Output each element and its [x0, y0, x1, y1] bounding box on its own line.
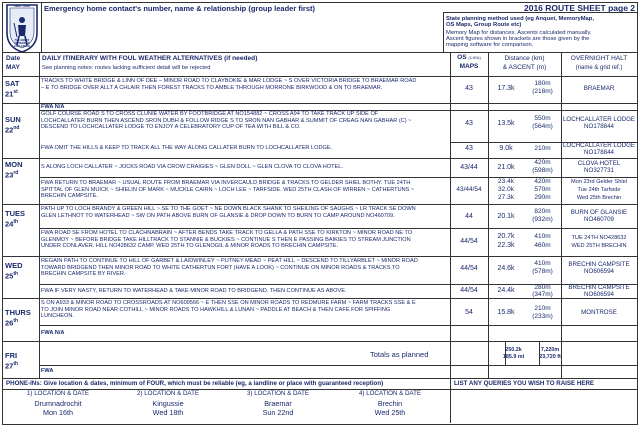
overnight-halt: BRAEMAR	[583, 85, 615, 92]
distance: 9.0k	[499, 145, 513, 152]
os-map: 43/44/54	[456, 186, 482, 193]
phone-in-place: Braemar	[264, 399, 292, 408]
overnight-halt: LOCHCALLATER LODGE	[562, 142, 636, 149]
distance-day2: 32.0k	[498, 186, 514, 193]
ascent: 550m	[534, 115, 551, 122]
col-itinerary-sub: See planning notes: routes lacking sufficient detail will be rejected	[42, 65, 211, 71]
phone-in-date: Wed 18th	[152, 408, 184, 417]
day-name: MON	[5, 160, 23, 169]
fwa-text: FWA OMIT THE HILLS & KEEP TO TRACK ALL THE WAY ALONG CALLATER BURN TO LOCHCALLATER LODGE.	[41, 145, 333, 151]
phone-in-label	[4, 391, 112, 397]
distance: 21.0k	[497, 164, 515, 171]
ascent: 210m	[534, 145, 551, 152]
phone-in-date: Sun 22nd	[262, 408, 294, 417]
col-date: Date	[6, 55, 21, 62]
overnight-halt: TUE 24TH NO428632	[571, 235, 627, 241]
overnight-halt: Mon 23rd Gelder Shiel	[571, 179, 627, 185]
overnight-halt: BRECHIN CAMPSITE	[568, 261, 630, 268]
day-mon: MON 23rd	[5, 160, 23, 180]
itinerary-text: REGAIN PATH TO CONTINUE TO HILL OF GARBET & LAIDWINLEY ~ PUTNEY MEAD ~ PEAT HILL ~ DESCEND TO TILLYARBLET ~ MINOR ROAD TOWARD BRIDGEND THEN MINOR ROAD TO WHITE CATHERTUN FORT (HAVE A LOOK) ~ CONTINUE ON MINOR ROADS & TRACKS TO BRECHIN CAMPSITE BY RIVER.	[41, 258, 418, 278]
day-sun: SUN 22nd	[5, 115, 21, 135]
col-itinerary: DAILY ITINERARY WITH FOUL WEATHER ALTERNATIVES (if needed)	[42, 55, 258, 62]
col-halt-sub: (name & grid ref.)	[575, 65, 623, 71]
phone-in-label	[334, 391, 446, 397]
itinerary-text: GOLF COURSE ROAD S TO CROSS CLUNIE WATER BY FOOTBRIDGE AT NO154882 ~ CROSS A94 TO TAKE TRACK UP SIDE OF LOCHCALLATER BURN THEN ASCEND SRON DUBH & FOLLOW RIDGE S TO SRON NAN GABHAR & SUMMIT OF CREAG NAN GABHAR (C) ~ DESCEND TO LOCHCALLATER LODGE TO ENJOY A CELEBRATORY CUP OF TEA WITH BILL & CO.	[41, 111, 412, 131]
overnight-halt-day3: Wed 25th Brechin	[576, 195, 622, 201]
ascent: 420m	[534, 178, 551, 185]
totals-label: Totals as planned	[370, 350, 429, 359]
col-ascent: & ASCENT (m)	[502, 64, 547, 71]
fwa-text: FWA N/A	[41, 330, 65, 336]
phone-in-4	[334, 391, 446, 421]
phone-in-2	[114, 391, 222, 421]
fwa-text: FWA	[41, 368, 54, 374]
ascent: 820m	[534, 208, 551, 215]
sheet-title: 2016 ROUTE SHEET page 2	[524, 3, 636, 13]
ascent-software: (564m)	[532, 123, 553, 130]
day-thurs: THURS 26th	[5, 308, 31, 328]
distance-day3: 27.3k	[498, 194, 514, 201]
os-map: 43/44	[460, 164, 478, 171]
phone-in-label	[114, 391, 222, 397]
ascent-day3: 290m	[534, 194, 551, 201]
distance: 13.5k	[497, 120, 515, 127]
ascent-software: (347m)	[532, 291, 553, 298]
os-map: 44	[465, 213, 473, 220]
distance: 15.8k	[497, 309, 515, 316]
day-date: 27	[5, 361, 14, 371]
day-name: SUN	[5, 115, 21, 124]
distance: 20.1k	[497, 213, 515, 220]
total-distance-miles: 185.9 mi	[502, 354, 525, 360]
phone-in-1	[4, 391, 112, 421]
os-map: 44/54	[460, 287, 478, 294]
day-date: 23	[5, 170, 14, 180]
day-date: 22	[5, 125, 14, 135]
day-name: TUES	[5, 209, 26, 218]
day-name: WED	[5, 261, 23, 270]
grid-ref: NO178844	[584, 123, 614, 130]
col-os-label: OS	[457, 54, 467, 61]
itinerary-text: S ALONG LOCH CALLATER ~ JOCKS ROAD VIA CROW CRAIGIES ~ GLEN DOLL ~ GLEN CLOVA TO CLOVA HOTEL.	[41, 164, 343, 170]
phone-in-num: 1)	[26, 390, 33, 397]
phone-in-label-text: LOCATION & DATE	[366, 390, 422, 397]
phone-in-num: 4)	[358, 390, 365, 397]
fwa-text: FWA IF VERY NASTY, RETURN TO WATERHEAD & TAKE MINOR ROAD TO BRIDGEND. THEN CONTINUE AS ABOVE.	[41, 288, 347, 294]
col-distance: Distance (km)	[504, 55, 545, 62]
itinerary-text: PATH UP TO LOCH BRANDY & GREEN HILL ~ SE TO THE GOET ~ NE DOWN BLACK SHANK TO SHEILING OF SAUGHS ~ LR TRACK SE DOWN GLEN LETHNOT TO WATERHEAD ~ SW ON PATH ABOVE BURN OF GLANSIE & DROP DOWN TO BURN TO CAMP AROUND NO460709.	[41, 206, 416, 219]
ascent-software: (932m)	[532, 216, 553, 223]
phone-in-date: Wed 25th	[374, 408, 406, 417]
phone-in-num: 3)	[246, 390, 253, 397]
day-name: FRI	[5, 351, 18, 360]
day-date: 21	[5, 89, 14, 99]
overnight-halt: BRECHIN CAMPSITE	[568, 284, 630, 291]
day-date: 24	[5, 219, 14, 229]
distance: 24.4k	[497, 287, 515, 294]
os-map: 54	[465, 309, 473, 316]
fwa-text: FWA ROAD SE FROM HOTEL TO CLACHNABRAIN ~ AFTER BENDS TAKE TRACK TO GELLA & PATH SSE TO KIRKTON ~ MINOR ROAD NE TO GLENMOY ~ BEFORE BRIDGE TAKE HILLTRACK TO STANNIE & BUCKIES ~ CONTINUE S THEN E PASSING BAIKIES TO STREAM JUNCTION UNDER CONLAVER. HILL NO428632 CAMP. WED 25TH TO GLENOGIL & MINOR ROADS TO BRECHIN CAMPSITE.	[41, 230, 413, 250]
overnight-halt: MONTROSE	[581, 309, 617, 316]
overnight-halt: BURN OF GLANSIE	[570, 209, 628, 216]
phone-in-place: Drumnadrochit	[34, 399, 82, 408]
overnight-halt-day2: Tue 24th Tarfside	[577, 187, 621, 193]
emergency-contact-title: Emergency home contact's number, name & relationship (group leader first)	[44, 4, 316, 13]
state-method-line1: State planning method used (eg Anquet, MemoryMap,	[446, 16, 594, 22]
phone-in-3	[224, 391, 332, 421]
os-map: 44/54	[460, 238, 478, 245]
col-halt: OVERNIGHT HALT	[570, 55, 628, 62]
phone-in-place: Brechin	[377, 399, 403, 408]
phone-in-label-text: LOCATION & DATE	[254, 390, 310, 397]
grid-ref: NO606594	[584, 268, 614, 275]
state-method-line4: Ascent figures shown in brackets are those given by the	[446, 36, 590, 42]
ascent: 210m	[534, 305, 551, 312]
fwa-text: FWA N/A	[41, 104, 65, 110]
day-name: THURS	[5, 308, 31, 317]
ascent: 280m	[534, 284, 551, 291]
ascent: 410m	[534, 233, 551, 240]
grid-ref: NO606594	[584, 291, 614, 298]
phone-in-label	[224, 391, 332, 397]
os-map: 43	[465, 145, 473, 152]
day-date: 25	[5, 271, 14, 281]
state-method-line2: OS Maps, Group Route etc)	[446, 22, 522, 28]
distance: 23.4k	[498, 178, 514, 185]
day-name: SAT	[5, 79, 20, 88]
total-ascent-feet: 23,720 ft	[539, 354, 561, 360]
day-tues: TUES 24th	[5, 209, 26, 229]
ascent: 180m	[534, 80, 551, 87]
col-month: MAY	[6, 64, 20, 71]
os-map: 43	[465, 120, 473, 127]
phone-in-label-text: LOCATION & DATE	[144, 390, 200, 397]
os-map: 44/54	[460, 265, 478, 272]
itinerary-text: S ON A933 & MINOR ROAD TO CROSSROADS AT NO609566 ~ E THEN SSE ON MINOR ROADS TO REDMURE FARM ~ FARM TRACKS SSE & E TO JOIN MINOR ROAD NEAR COTHILL ~ MINOR ROADS TO HAWKHILL & LUNAN ~ PADDLE AT BEACH & THEN CAFE FOR SPIFFING LUNCHEON.	[41, 300, 416, 320]
ascent-software: (233m)	[532, 313, 553, 320]
grid-ref: NO327731	[584, 167, 614, 174]
distance-day2: 22.3k	[497, 242, 515, 249]
ascent-day2: 460m	[534, 242, 551, 249]
grid-ref: NO178844	[584, 149, 614, 156]
ascent-day2: 570m	[534, 186, 551, 193]
ascent: 410m	[534, 260, 551, 267]
day-fri: FRI 27th	[5, 351, 19, 371]
total-ascent: 7,220m	[540, 347, 560, 353]
phone-in-num: 2)	[136, 390, 143, 397]
logo-top-text: 1980 - 2016	[13, 4, 30, 8]
col-os	[450, 55, 488, 61]
phone-in-date: Mon 16th	[43, 408, 73, 417]
total-distance: 250.2k	[505, 347, 522, 353]
state-method-line5: mapping software for comparison.	[446, 42, 534, 48]
os-map: 43	[465, 85, 473, 92]
phone-in-place: Kingussie	[152, 399, 184, 408]
day-wed: WED 25th	[5, 261, 23, 281]
overnight-halt-day2: WED 25TH BRECHIN	[571, 243, 627, 249]
ascent-software: (598m)	[532, 167, 553, 174]
ascent-software: (218m)	[532, 88, 553, 95]
overnight-halt: LOCHCALLATER LODGE	[562, 116, 636, 123]
state-method-line3: Memory Map for distances. Ascents calculated manually.	[446, 30, 592, 36]
distance: 20.7k	[497, 233, 515, 240]
logo-bottom-text: THE GREAT OUTDOORS CHALLENGE	[13, 39, 31, 48]
col-maps: MAPS	[459, 63, 479, 70]
day-sat: SAT 21st	[5, 79, 20, 99]
grid-ref: NO460709	[584, 216, 614, 223]
distance: 17.3k	[497, 85, 515, 92]
itinerary-text: TRACKS TO WHITE BRIDGE & LINN OF DEE – MINOR ROAD TO CLAYBOKIE & MAR LODGE ~ S OVER VICTORIA BRIDGE TO BRAEMAR ROAD – E TO BRIDGE OVER ALLT A CHLAIR THEN FOREST TRACKS TO AMBLE THROUGH MORRONE BIRKWOOD & ON TO BRAEMAR.	[41, 78, 417, 91]
phone-ins-title: PHONE-INs: Give location & dates, minimum of FOUR, which must be reliable (eg, a landline or place with guaranteed reception)	[6, 380, 384, 387]
fwa-text: FWA RETURN TO BRAEMAR ~ USUAL ROUTE FROM BRAEMAR VIA INVERCAULD BRIDGE & TRACKS TO GELDER SHIEL BOTHY. TUE 24TH SPITTAL OF GLEN MUICK ~ SHIELIN OF MARK ~ MUCKLE CAIRN ~ LOCH LEE ~ TARFSIDE. WED 25TH CLASH OF WIRREN ~ CATHERTUNS ~ BRECHIN CAMPSITE.	[41, 180, 415, 200]
phone-in-label-text: LOCATION & DATE	[34, 390, 90, 397]
queries-title: LIST ANY QUERIES YOU WISH TO RAISE HERE	[454, 380, 595, 387]
day-date: 26	[5, 318, 14, 328]
distance: 24.6k	[497, 265, 515, 272]
ascent: 420m	[534, 159, 551, 166]
overnight-halt: CLOVA HOTEL	[577, 160, 621, 167]
ascent-software: (578m)	[532, 268, 553, 275]
col-os-scale: (1:50k)	[468, 55, 481, 60]
